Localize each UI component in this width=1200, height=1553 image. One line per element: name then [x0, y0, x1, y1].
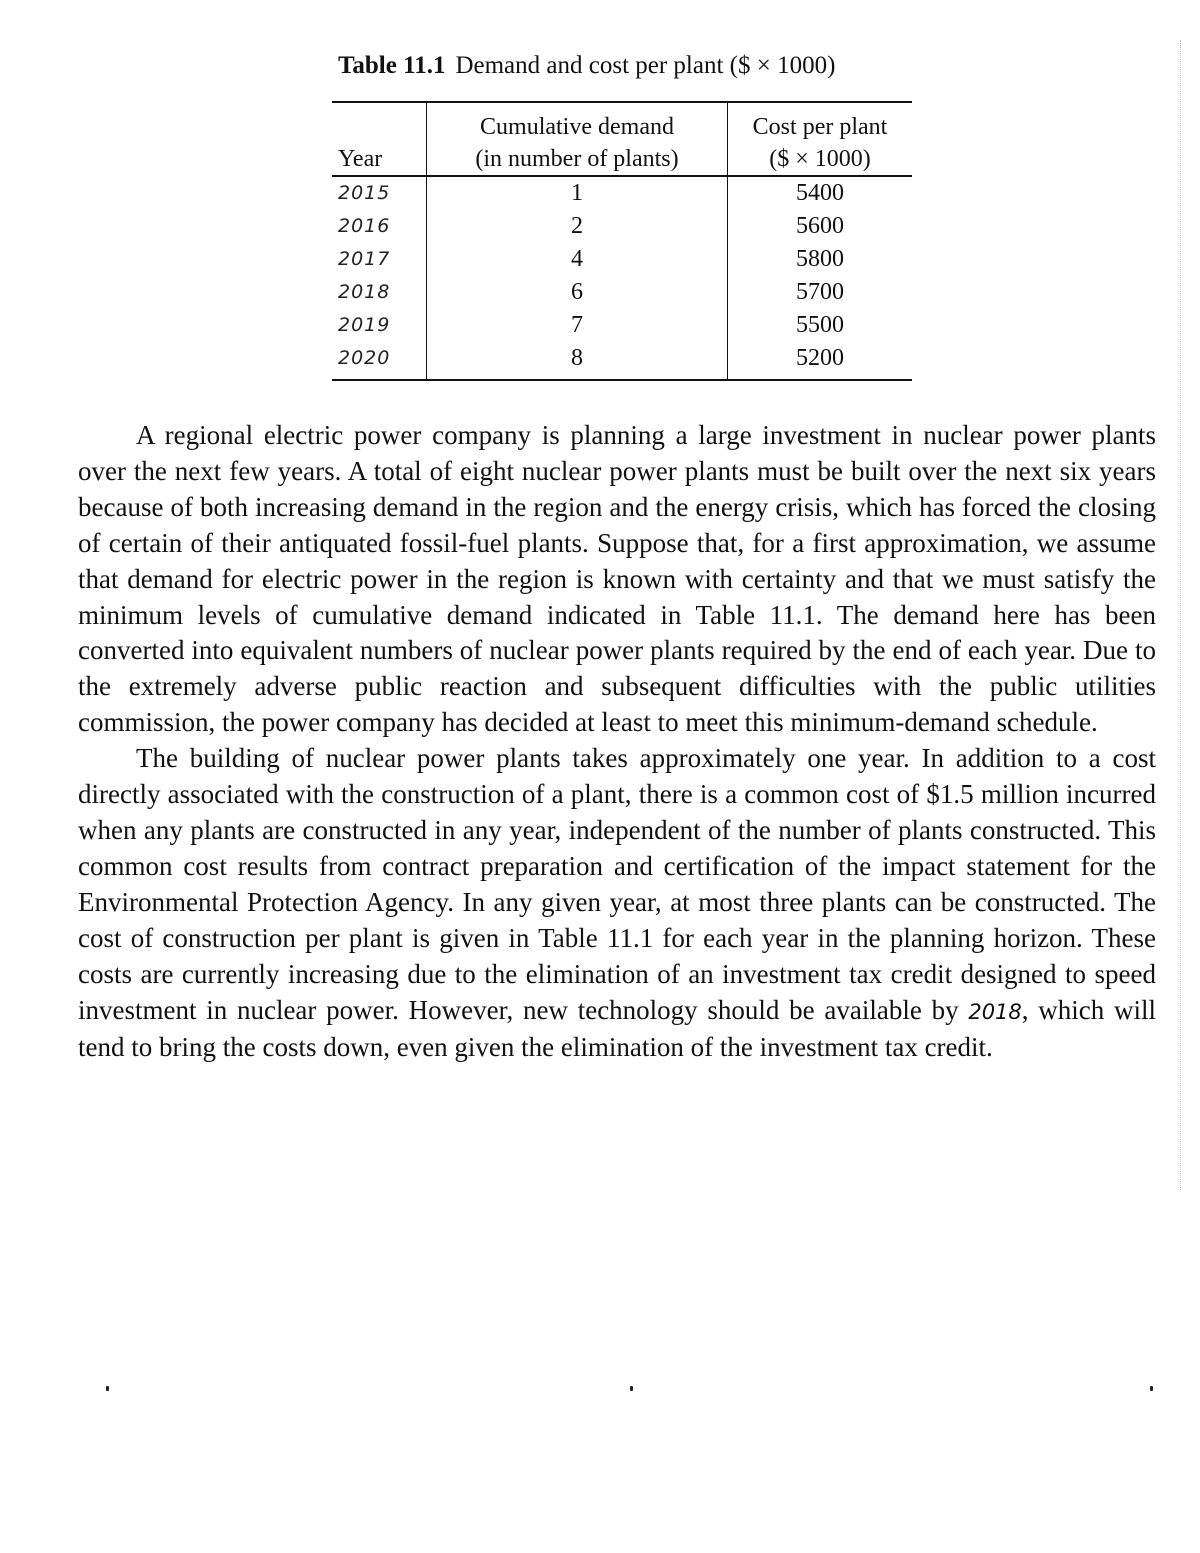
header-cost-line1: Cost per plant — [728, 102, 913, 143]
year-cell: 2017 — [332, 243, 427, 276]
table-row — [332, 276, 912, 309]
header-year: Year — [332, 143, 427, 176]
demand-cell: 8 — [427, 342, 728, 380]
table-row — [332, 210, 912, 243]
body-text — [78, 418, 1156, 1066]
scan-speck — [630, 1386, 633, 1391]
cost-cell: 5700 — [796, 279, 844, 305]
table-caption — [338, 52, 958, 80]
table-row — [332, 176, 912, 210]
table-row — [332, 243, 912, 276]
year-cell: 2020 — [332, 342, 427, 380]
year-cell: 2019 — [332, 309, 427, 342]
cost-cell: 5500 — [796, 312, 844, 338]
scan-speck — [1150, 1386, 1153, 1391]
handwritten-year: 2018 — [968, 999, 1022, 1024]
demand-cell: 1 — [427, 176, 728, 210]
table-row — [332, 342, 912, 380]
header-demand-line2: (in number of plants) — [427, 143, 728, 176]
year-cell: 2016 — [332, 210, 427, 243]
paragraph-2 — [78, 741, 1156, 1066]
table-header-row-1 — [332, 102, 912, 143]
table-header-row-2 — [332, 143, 912, 176]
demand-cell: 2 — [427, 210, 728, 243]
paragraph-2-text-b: , which will tend to bring the costs down, even given the elimination of the investment tax credit. — [78, 994, 1156, 1063]
demand-cost-table — [332, 101, 912, 381]
scan-edge — [1158, 40, 1181, 1190]
cost-cell: 5600 — [796, 213, 844, 239]
table-label: Table 11.1 — [338, 52, 446, 79]
year-cell: 2015 — [332, 176, 427, 210]
paragraph-2-text-a: The building of nuclear power plants takes approximately one year. In addition to a cost directly associated with the construction of a plant, there is a common cost of $1.5 million incurred when any plants are constructed in any year, independent of the number of plants constructed. This common cost results from contract preparation and certification of the impact statement for the Environmental Protection Agency. In any given year, at most three plants can be constructed. The cost of construction per plant is given in Table 11.1 for each year in the planning horizon. These costs are currently increasing due to the elimination of an investment tax credit designed to speed investment in nuclear power. However, new technology should be available by — [78, 743, 1156, 1025]
header-cost-line2: ($ × 1000) — [728, 143, 913, 176]
demand-cell: 4 — [427, 243, 728, 276]
table-title: Demand and cost per plant ($ × 1000) — [455, 52, 836, 79]
scan-speck — [106, 1386, 109, 1391]
cost-cell: 5400 — [796, 180, 844, 206]
demand-cell: 7 — [427, 309, 728, 342]
paragraph-1: A regional electric power company is planning a large investment in nuclear power plants over the next few years. A total of eight nuclear power plants must be built over the next six years because of both increasing demand in the region and the energy crisis, which has forced the closing of certain of their antiquated fossil-fuel plants. Suppose that, for a first approximation, we assume that demand for electric power in the region is known with certainty and that we must satisfy the minimum levels of cumulative demand indicated in Table 11.1. The demand here has been converted into equivalent numbers of nuclear power plants required by the end of each year. Due to the extremely adverse public reaction and subsequent difficulties with the public utilities commission, the power company has decided at least to meet this minimum-demand schedule. — [78, 420, 1156, 738]
year-cell: 2018 — [332, 276, 427, 309]
demand-cell: 6 — [427, 276, 728, 309]
header-demand-line1: Cumulative demand — [427, 102, 728, 143]
cost-cell: 5200 — [728, 342, 913, 380]
table-row — [332, 309, 912, 342]
cost-cell: 5800 — [796, 246, 844, 272]
